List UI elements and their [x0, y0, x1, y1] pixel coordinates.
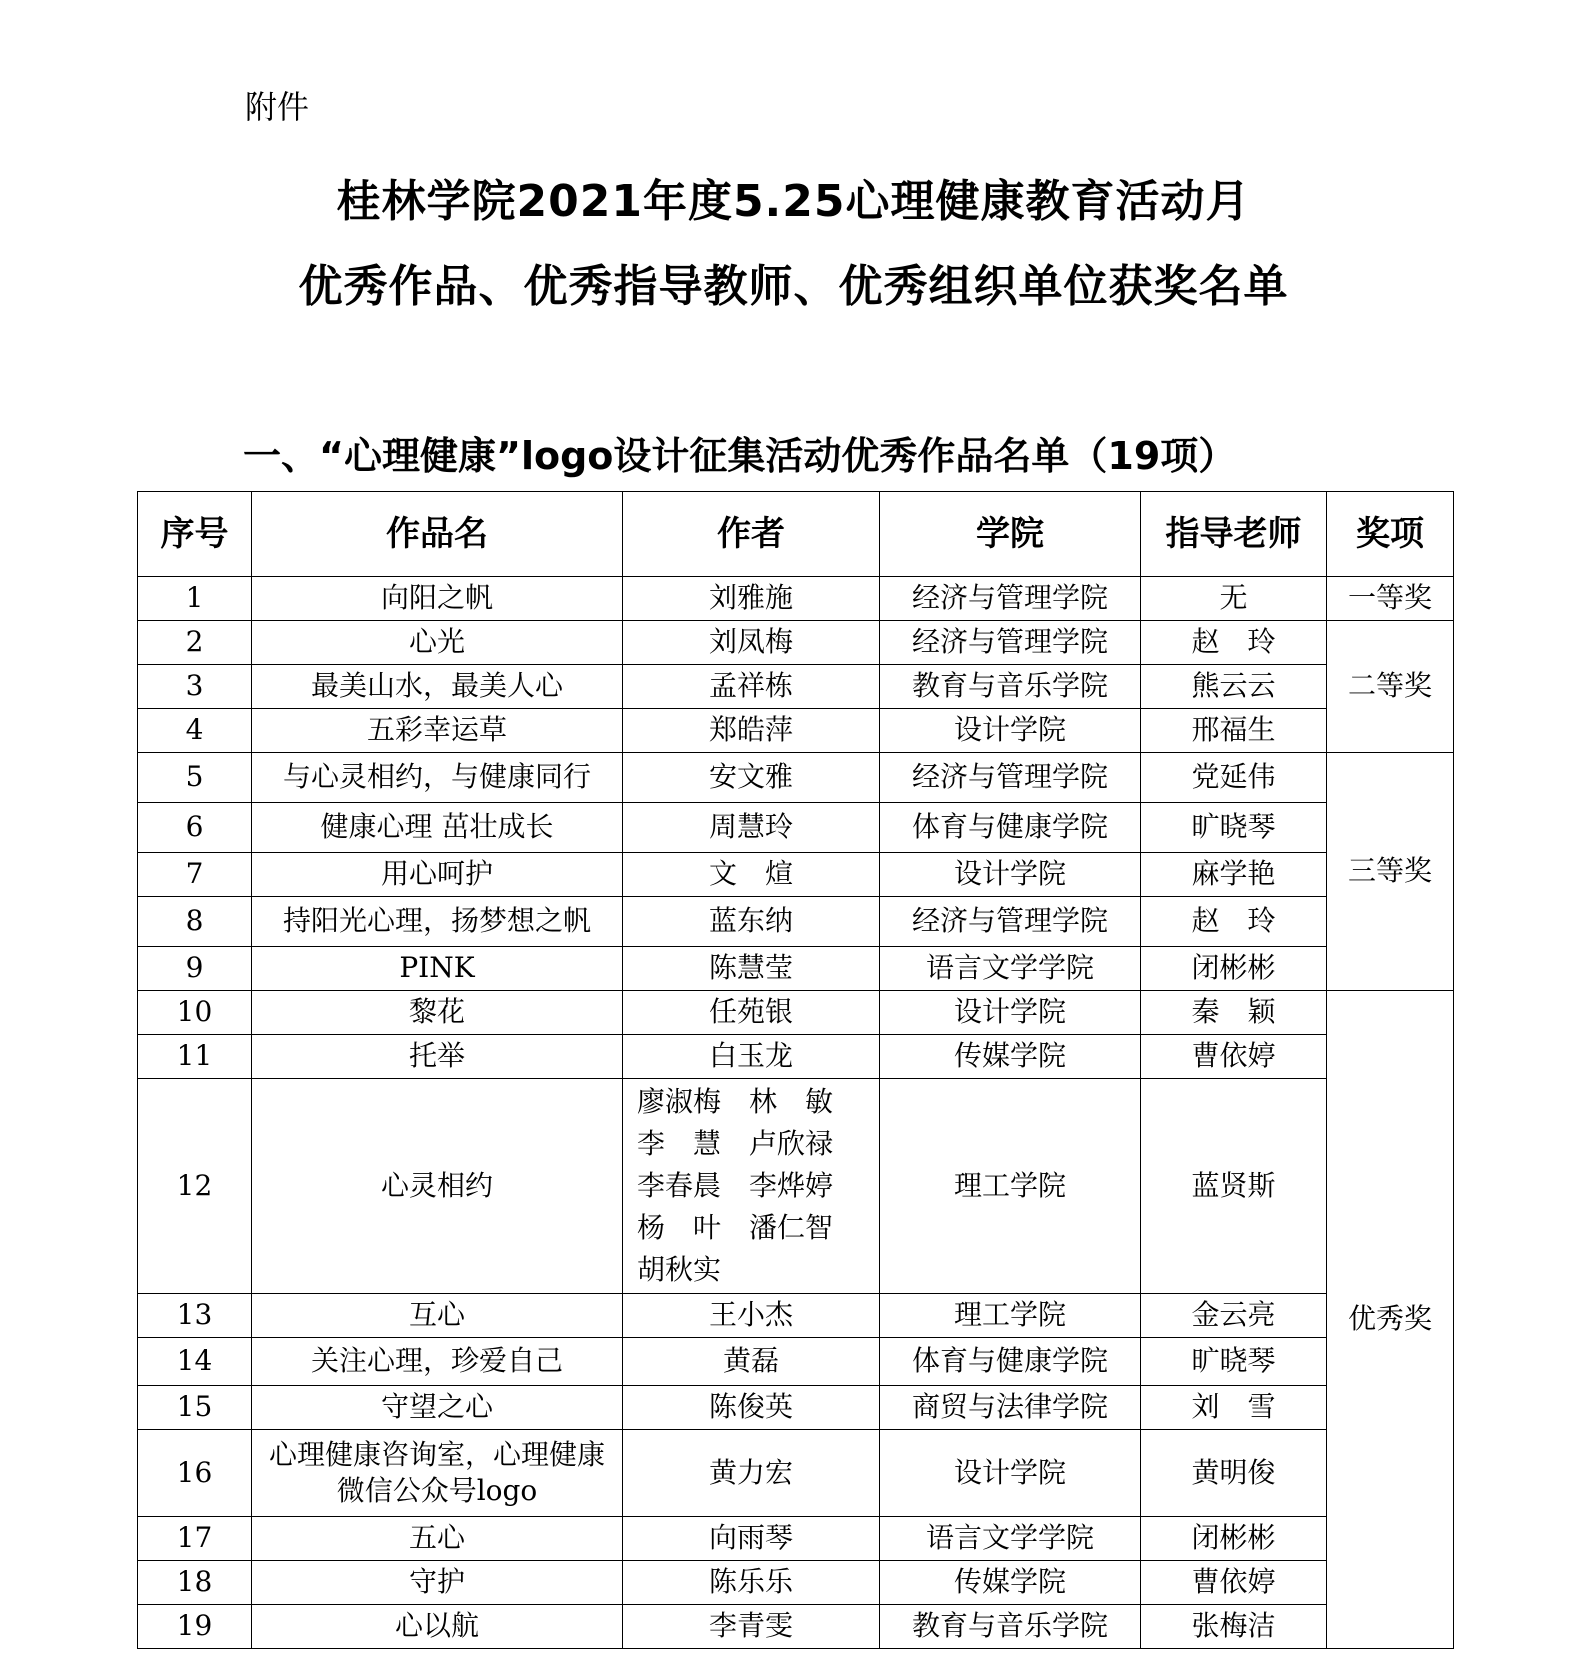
cell-no: 12 — [138, 1079, 252, 1294]
cell-college: 语言文学学院 — [880, 1517, 1141, 1561]
cell-teacher: 蓝贤斯 — [1141, 1079, 1327, 1294]
cell-college: 理工学院 — [880, 1294, 1141, 1338]
cell-college: 设计学院 — [880, 1430, 1141, 1517]
table-row — [138, 803, 1454, 853]
table-row — [138, 577, 1454, 621]
table-row — [138, 1605, 1454, 1649]
cell-author: 蓝东纳 — [623, 897, 880, 947]
cell-author: 陈慧莹 — [623, 947, 880, 991]
cell-teacher: 曹依婷 — [1141, 1561, 1327, 1605]
cell-work: 黎花 — [252, 991, 623, 1035]
cell-college: 设计学院 — [880, 709, 1141, 753]
cell-no: 15 — [138, 1386, 252, 1430]
cell-author: 王小杰 — [623, 1294, 880, 1338]
cell-award: 优秀奖 — [1327, 991, 1454, 1649]
cell-work: 关注心理，珍爱自己 — [252, 1338, 623, 1386]
header-teacher: 指导老师 — [1141, 492, 1327, 577]
cell-teacher: 金云亮 — [1141, 1294, 1327, 1338]
cell-work: 与心灵相约，与健康同行 — [252, 753, 623, 803]
table-row — [138, 897, 1454, 947]
cell-teacher: 党延伟 — [1141, 753, 1327, 803]
cell-no: 11 — [138, 1035, 252, 1079]
author-line: 李春晨 李烨婷 — [637, 1169, 834, 1202]
cell-college: 体育与健康学院 — [880, 1338, 1141, 1386]
cell-work: 守护 — [252, 1561, 623, 1605]
cell-teacher: 黄明俊 — [1141, 1430, 1327, 1517]
cell-teacher: 无 — [1141, 577, 1327, 621]
table-row — [138, 1561, 1454, 1605]
cell-teacher: 曹依婷 — [1141, 1035, 1327, 1079]
cell-no: 13 — [138, 1294, 252, 1338]
cell-college: 传媒学院 — [880, 1035, 1141, 1079]
cell-college: 教育与音乐学院 — [880, 665, 1141, 709]
cell-no: 17 — [138, 1517, 252, 1561]
cell-college: 经济与管理学院 — [880, 897, 1141, 947]
cell-work: 五彩幸运草 — [252, 709, 623, 753]
cell-award: 三等奖 — [1327, 753, 1454, 991]
table-row — [138, 709, 1454, 753]
cell-work: 心灵相约 — [252, 1079, 623, 1294]
document-title-line2: 优秀作品、优秀指导教师、优秀组织单位获奖名单 — [298, 261, 1289, 312]
cell-teacher: 闭彬彬 — [1141, 947, 1327, 991]
cell-author: 向雨琴 — [623, 1517, 880, 1561]
cell-college: 设计学院 — [880, 853, 1141, 897]
cell-college: 经济与管理学院 — [880, 577, 1141, 621]
header-award: 奖项 — [1327, 492, 1454, 577]
document-title-line1: 桂林学院2021年度5.25心理健康教育活动月 — [336, 176, 1251, 227]
header-author: 作者 — [623, 492, 880, 577]
cell-teacher: 闭彬彬 — [1141, 1517, 1327, 1561]
cell-college: 设计学院 — [880, 991, 1141, 1035]
cell-teacher: 邢福生 — [1141, 709, 1327, 753]
table-row — [138, 1294, 1454, 1338]
cell-author: 任苑银 — [623, 991, 880, 1035]
author-line: 李 慧 卢欣禄 — [637, 1127, 834, 1160]
cell-work: 向阳之帆 — [252, 577, 623, 621]
cell-no: 4 — [138, 709, 252, 753]
attachment-label: 附件 — [245, 88, 310, 126]
cell-author: 黄力宏 — [623, 1430, 880, 1517]
cell-college: 理工学院 — [880, 1079, 1141, 1294]
cell-work: PINK — [252, 947, 623, 991]
cell-no: 8 — [138, 897, 252, 947]
cell-author: 陈乐乐 — [623, 1561, 880, 1605]
cell-college: 商贸与法律学院 — [880, 1386, 1141, 1430]
cell-work: 心光 — [252, 621, 623, 665]
cell-teacher: 熊云云 — [1141, 665, 1327, 709]
cell-teacher: 旷晓琴 — [1141, 803, 1327, 853]
author-line: 胡秋实 — [637, 1253, 722, 1286]
cell-no: 14 — [138, 1338, 252, 1386]
cell-teacher: 麻学艳 — [1141, 853, 1327, 897]
cell-work: 五心 — [252, 1517, 623, 1561]
table-row — [138, 1386, 1454, 1430]
cell-work: 持阳光心理，扬梦想之帆 — [252, 897, 623, 947]
cell-author: 郑皓萍 — [623, 709, 880, 753]
cell-college: 教育与音乐学院 — [880, 1605, 1141, 1649]
cell-award: 二等奖 — [1327, 621, 1454, 753]
cell-no: 5 — [138, 753, 252, 803]
award-table — [137, 491, 1454, 1649]
cell-college: 经济与管理学院 — [880, 753, 1141, 803]
cell-teacher: 旷晓琴 — [1141, 1338, 1327, 1386]
header-no: 序号 — [138, 492, 252, 577]
cell-author: 孟祥栋 — [623, 665, 880, 709]
table-row — [138, 1079, 1454, 1294]
cell-author: 陈俊英 — [623, 1386, 880, 1430]
cell-teacher: 赵 玲 — [1141, 621, 1327, 665]
cell-no: 2 — [138, 621, 252, 665]
cell-no: 16 — [138, 1430, 252, 1517]
table-row — [138, 1517, 1454, 1561]
table-row — [138, 853, 1454, 897]
table-row — [138, 1035, 1454, 1079]
cell-teacher: 刘 雪 — [1141, 1386, 1327, 1430]
table-row — [138, 947, 1454, 991]
cell-work: 心以航 — [252, 1605, 623, 1649]
table-header-row — [138, 492, 1454, 577]
cell-work: 用心呵护 — [252, 853, 623, 897]
cell-authors — [623, 1079, 880, 1294]
cell-no: 1 — [138, 577, 252, 621]
cell-no: 19 — [138, 1605, 252, 1649]
table-row — [138, 621, 1454, 665]
cell-author: 周慧玲 — [623, 803, 880, 853]
cell-no: 7 — [138, 853, 252, 897]
table-row — [138, 753, 1454, 803]
cell-work: 健康心理 茁壮成长 — [252, 803, 623, 853]
cell-work: 心理健康咨询室，心理健康微信公众号logo — [252, 1430, 623, 1517]
cell-author: 刘雅施 — [623, 577, 880, 621]
cell-teacher: 赵 玲 — [1141, 897, 1327, 947]
section-heading: 一、“心理健康”logo设计征集活动优秀作品名单（19项） — [243, 434, 1237, 478]
cell-author: 安文雅 — [623, 753, 880, 803]
cell-college: 体育与健康学院 — [880, 803, 1141, 853]
author-line: 杨 叶 潘仁智 — [637, 1211, 834, 1244]
header-college: 学院 — [880, 492, 1141, 577]
cell-author: 黄磊 — [623, 1338, 880, 1386]
cell-author: 李青雯 — [623, 1605, 880, 1649]
cell-college: 语言文学学院 — [880, 947, 1141, 991]
cell-author: 文 煊 — [623, 853, 880, 897]
table-row — [138, 1338, 1454, 1386]
cell-work: 守望之心 — [252, 1386, 623, 1430]
cell-college: 经济与管理学院 — [880, 621, 1141, 665]
cell-work: 最美山水，最美人心 — [252, 665, 623, 709]
table-row — [138, 1430, 1454, 1517]
cell-work: 托举 — [252, 1035, 623, 1079]
cell-no: 18 — [138, 1561, 252, 1605]
table-row — [138, 665, 1454, 709]
cell-teacher: 张梅洁 — [1141, 1605, 1327, 1649]
cell-work: 互心 — [252, 1294, 623, 1338]
header-work: 作品名 — [252, 492, 623, 577]
cell-author: 白玉龙 — [623, 1035, 880, 1079]
cell-award: 一等奖 — [1327, 577, 1454, 621]
cell-no: 9 — [138, 947, 252, 991]
cell-teacher: 秦 颖 — [1141, 991, 1327, 1035]
cell-no: 6 — [138, 803, 252, 853]
author-line: 廖淑梅 林 敏 — [637, 1085, 834, 1118]
cell-no: 3 — [138, 665, 252, 709]
table-row — [138, 991, 1454, 1035]
cell-author: 刘凤梅 — [623, 621, 880, 665]
cell-no: 10 — [138, 991, 252, 1035]
cell-college: 传媒学院 — [880, 1561, 1141, 1605]
